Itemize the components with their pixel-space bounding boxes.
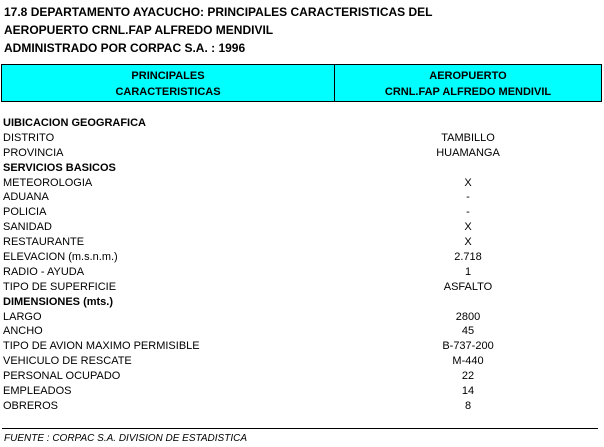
row-label: DIMENSIONES (mts.) [3, 295, 114, 308]
table-row-customs [3, 190, 601, 205]
header-characteristics-line-2: CARACTERISTICAS [115, 86, 221, 98]
table-row-employees [3, 384, 601, 399]
row-label: TIPO DE AVION MAXIMO PERMISIBLE [3, 340, 200, 353]
table-row-staff [3, 369, 601, 384]
row-label: SANIDAD [3, 221, 52, 234]
row-value: 2.718 [454, 251, 482, 264]
section-geographic-location [3, 116, 601, 131]
header-characteristics [2, 65, 335, 101]
row-value: 2800 [455, 310, 481, 323]
table-row-district [3, 131, 601, 146]
row-value: 45 [461, 325, 475, 338]
header-characteristics-line-1: PRINCIPALES [131, 70, 205, 82]
row-value: M-440 [452, 355, 484, 368]
row-label: POLICIA [3, 206, 47, 219]
table-header [1, 64, 602, 102]
row-label: PERSONAL OCUPADO [3, 370, 121, 383]
table-row-meteorology [3, 176, 601, 191]
table-row-police [3, 205, 601, 220]
document-title [4, 3, 594, 57]
table-row-max-aircraft [3, 339, 601, 354]
row-value: ASFALTO [443, 280, 493, 293]
table-row-surface-type [3, 280, 601, 295]
row-label: OBREROS [3, 399, 59, 412]
table-row-length [3, 310, 601, 325]
row-label: TIPO DE SUPERFICIE [3, 280, 117, 293]
title-line-1: 17.8 DEPARTAMENTO AYACUCHO: PRINCIPALES CARACTERISTICAS DEL [4, 5, 433, 19]
row-value: 1 [464, 265, 472, 278]
table-row-elevation [3, 250, 601, 265]
row-label: SERVICIOS BASICOS [3, 161, 116, 174]
row-label: DISTRITO [3, 131, 55, 144]
table-row-restaurant [3, 235, 601, 250]
row-value: HUAMANGA [436, 146, 500, 159]
table-row-province [3, 146, 601, 161]
source-note: FUENTE : CORPAC S.A. DIVISION DE ESTADISTICA [4, 433, 247, 444]
row-label: EMPLEADOS [3, 385, 72, 398]
table-body [3, 116, 601, 414]
title-line-2: AEROPUERTO CRNL.FAP ALFREDO MENDIVIL [4, 23, 274, 37]
row-label: ANCHO [3, 325, 43, 338]
table-row-width [3, 324, 601, 339]
footer-divider [2, 428, 598, 429]
table-row-radio-aid [3, 265, 601, 280]
row-label: LARGO [3, 310, 42, 323]
row-value: X [464, 176, 472, 189]
row-value: 22 [461, 370, 475, 383]
row-label: METEOROLOGIA [3, 176, 93, 189]
row-value: TAMBILLO [441, 131, 495, 144]
section-basic-services [3, 161, 601, 176]
row-value: - [466, 191, 470, 204]
row-label: VEHICULO DE RESCATE [3, 355, 132, 368]
table-row-workers [3, 399, 601, 414]
header-airport-line-2: CRNL.FAP ALFREDO MENDIVIL [384, 86, 552, 98]
row-value: 8 [464, 399, 472, 412]
row-label: PROVINCIA [3, 146, 64, 159]
title-line-3: ADMINISTRADO POR CORPAC S.A. : 1996 [4, 41, 246, 55]
row-label: RADIO - AYUDA [3, 265, 85, 278]
row-label: RESTAURANTE [3, 236, 85, 249]
row-label: ELEVACION (m.s.n.m.) [3, 251, 118, 264]
table-row-health [3, 220, 601, 235]
row-value: X [464, 221, 472, 234]
table-row-rescue-vehicle [3, 354, 601, 369]
section-dimensions [3, 295, 601, 310]
row-label: UIBICACION GEOGRAFICA [3, 117, 146, 129]
row-value: B-737-200 [442, 340, 494, 353]
row-value: 14 [461, 385, 475, 398]
header-airport-line-1: AEROPUERTO [429, 70, 507, 82]
row-label: ADUANA [3, 191, 49, 204]
row-value: X [464, 236, 472, 249]
header-airport [335, 65, 601, 101]
row-value: - [466, 206, 470, 219]
